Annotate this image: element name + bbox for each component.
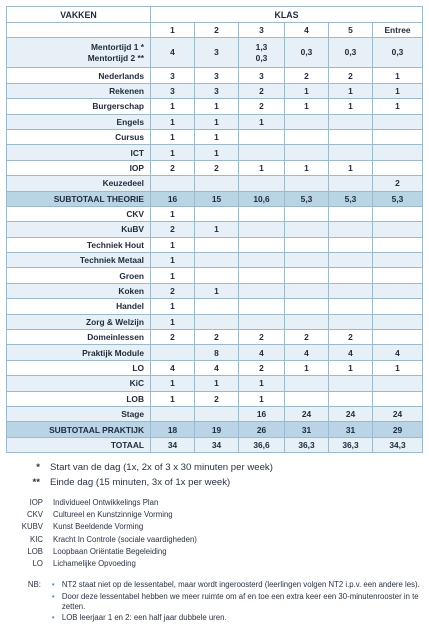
nb-item-text: LOB leerjaar 1 en 2: een half jaar dubbele uren. xyxy=(61,613,227,623)
value-cell: 2 xyxy=(285,68,329,83)
subject-cell: Handel xyxy=(7,299,151,314)
table-body xyxy=(7,7,423,453)
value-cell: 3 xyxy=(195,38,239,68)
value-cell xyxy=(285,129,329,144)
value-cell: 1 xyxy=(285,83,329,98)
value-cell: 1 xyxy=(195,376,239,391)
abbreviation-key: LO xyxy=(32,558,43,568)
value-cell: 1 xyxy=(329,99,373,114)
value-cell: 29 xyxy=(373,422,423,437)
abbreviation-value: Lichamelijke Opvoeding xyxy=(53,558,136,568)
column-header: 1 xyxy=(151,23,195,38)
value-cell xyxy=(285,283,329,298)
value-cell: 1 xyxy=(373,99,423,114)
value-cell xyxy=(373,330,423,345)
abbreviation-value: Individueel Ontwikkelings Plan xyxy=(53,498,159,507)
value-cell: 4 xyxy=(239,345,285,360)
abbreviation-item xyxy=(6,497,422,509)
value-cell xyxy=(239,145,285,160)
value-cell: 2 xyxy=(239,360,285,375)
value-cell xyxy=(373,314,423,329)
abbreviation-value: Kracht In Controle (sociale vaardigheden) xyxy=(53,534,197,544)
abbreviation-key: CKV xyxy=(26,510,43,520)
value-cell xyxy=(239,299,285,314)
mentor-value-3b: 0,3 xyxy=(255,52,268,63)
value-cell xyxy=(239,237,285,252)
mentor-label-1: Mentortijd 1 * xyxy=(90,41,144,52)
subject-cell: Nederlands xyxy=(7,68,151,83)
footnote-text: Start van de dag (1x, 2x of 3 x 30 minuten per week) xyxy=(50,462,273,473)
value-cell: 2 xyxy=(285,330,329,345)
value-cell: 4 xyxy=(195,360,239,375)
value-cell xyxy=(195,268,239,283)
value-cell xyxy=(329,176,373,191)
bullet-icon: • xyxy=(51,613,55,623)
value-cell: 1 xyxy=(195,114,239,129)
table-row xyxy=(7,253,423,268)
value-cell xyxy=(373,222,423,237)
nb-list xyxy=(43,580,422,625)
table-row xyxy=(7,314,423,329)
lessentabel xyxy=(6,6,423,453)
value-cell xyxy=(373,253,423,268)
subtotal-theory-row xyxy=(7,191,423,206)
value-cell xyxy=(151,176,195,191)
value-cell xyxy=(329,314,373,329)
value-cell: 36,3 xyxy=(285,437,329,452)
value-cell xyxy=(373,283,423,298)
value-cell xyxy=(239,222,285,237)
abbreviation-item xyxy=(6,521,422,533)
value-cell: 4 xyxy=(151,360,195,375)
value-cell: 2 xyxy=(329,68,373,83)
table-row xyxy=(7,68,423,83)
value-cell xyxy=(329,237,373,252)
value-cell: 36,3 xyxy=(329,437,373,452)
footnote xyxy=(6,477,422,492)
value-cell: 2 xyxy=(151,222,195,237)
value-cell xyxy=(195,176,239,191)
column-header: 3 xyxy=(239,23,285,38)
abbreviation-key: KIC xyxy=(30,534,43,544)
value-cell: 3 xyxy=(195,83,239,98)
abbreviation-value: Cultureel en Kunstzinnige Vorming xyxy=(53,510,173,520)
bullet-icon: • xyxy=(51,580,55,590)
value-cell: 34 xyxy=(151,437,195,452)
value-cell: 1 xyxy=(151,376,195,391)
value-cell xyxy=(195,314,239,329)
value-cell xyxy=(285,299,329,314)
value-cell: 0,3 xyxy=(373,38,423,68)
value-cell: 1 xyxy=(195,283,239,298)
footnote-text: Einde dag (15 minuten, 3x of 1x per week) xyxy=(50,477,231,488)
value-cell xyxy=(285,391,329,406)
subject-cell xyxy=(7,38,151,68)
table-row xyxy=(7,237,423,252)
table-header-row xyxy=(7,7,423,23)
value-cell: 1 xyxy=(329,160,373,175)
value-cell: 2 xyxy=(239,99,285,114)
nb-item-text: Door deze lessentabel hebben we meer ruimte om af en toe een extra keer een 30-minutenrooster in te zetten. xyxy=(61,591,419,611)
table-row xyxy=(7,114,423,129)
column-header-row xyxy=(7,23,423,38)
subject-cell: ICT xyxy=(7,145,151,160)
empty-cell xyxy=(7,23,151,38)
value-cell xyxy=(195,406,239,421)
value-cell: 2 xyxy=(151,160,195,175)
value-cell xyxy=(239,314,285,329)
value-cell: 2 xyxy=(151,330,195,345)
value-cell: 16 xyxy=(151,191,195,206)
table-row xyxy=(7,345,423,360)
value-cell: 26 xyxy=(239,422,285,437)
value-cell xyxy=(239,38,285,68)
value-cell xyxy=(239,176,285,191)
value-cell: 34 xyxy=(195,437,239,452)
value-cell: 24 xyxy=(329,406,373,421)
value-cell: 1 xyxy=(151,129,195,144)
nb-label: NB: xyxy=(27,580,41,590)
value-cell xyxy=(285,376,329,391)
subtotal-practice-row xyxy=(7,422,423,437)
value-cell: 1 xyxy=(151,237,195,252)
subject-cell: Domeinlessen xyxy=(7,330,151,345)
value-cell xyxy=(239,253,285,268)
value-cell: 18 xyxy=(151,422,195,437)
value-cell xyxy=(285,114,329,129)
value-cell xyxy=(373,268,423,283)
value-cell: 4 xyxy=(285,345,329,360)
value-cell: 15 xyxy=(195,191,239,206)
abbreviation-item xyxy=(6,546,422,558)
value-cell xyxy=(373,391,423,406)
value-cell: 1 xyxy=(239,376,285,391)
value-cell: 1 xyxy=(195,129,239,144)
value-cell: 1 xyxy=(195,145,239,160)
value-cell xyxy=(373,129,423,144)
value-cell xyxy=(329,129,373,144)
table-row xyxy=(7,99,423,114)
subject-cell: Groen xyxy=(7,268,151,283)
value-cell xyxy=(329,283,373,298)
table-row xyxy=(7,145,423,160)
table-row xyxy=(7,299,423,314)
value-cell xyxy=(329,145,373,160)
value-cell xyxy=(329,376,373,391)
value-cell: 3 xyxy=(151,68,195,83)
header-vakken: VAKKEN xyxy=(7,7,151,23)
value-cell: 8 xyxy=(195,345,239,360)
subject-cell: KiC xyxy=(7,376,151,391)
value-cell: 1 xyxy=(151,145,195,160)
table-row xyxy=(7,83,423,98)
value-cell xyxy=(151,345,195,360)
value-cell: 1 xyxy=(151,253,195,268)
subject-cell: Stage xyxy=(7,406,151,421)
value-cell: 31 xyxy=(329,422,373,437)
value-cell: 1 xyxy=(195,222,239,237)
value-cell: 31 xyxy=(285,422,329,437)
table-row xyxy=(7,206,423,221)
abbreviation-value: Kunst Beeldende Vorming xyxy=(53,522,144,532)
footnote-symbol: ** xyxy=(32,477,40,488)
subject-cell: LO xyxy=(7,360,151,375)
table-row xyxy=(7,268,423,283)
mentor-label-2: Mentortijd 2 ** xyxy=(87,52,144,63)
mentor-row xyxy=(7,38,423,68)
page xyxy=(6,6,422,623)
footnote-symbol: * xyxy=(36,462,40,473)
value-cell: 1 xyxy=(329,360,373,375)
value-cell xyxy=(195,253,239,268)
value-cell xyxy=(285,268,329,283)
subject-cell: SUBTOTAAL PRAKTIJK xyxy=(7,422,151,437)
abbreviation-item xyxy=(6,534,422,546)
value-cell xyxy=(373,376,423,391)
nb-item xyxy=(52,592,422,613)
value-cell: 19 xyxy=(195,422,239,437)
table-row xyxy=(7,376,423,391)
value-cell: 16 xyxy=(239,406,285,421)
value-cell: 4 xyxy=(329,345,373,360)
table-row xyxy=(7,391,423,406)
value-cell: 1 xyxy=(151,268,195,283)
column-header: 5 xyxy=(329,23,373,38)
value-cell: 1 xyxy=(285,99,329,114)
value-cell: 1 xyxy=(151,206,195,221)
mentor-value-3a: 1,3 xyxy=(255,41,268,52)
value-cell xyxy=(285,176,329,191)
abbreviation-list xyxy=(6,497,422,570)
value-cell: 2 xyxy=(239,83,285,98)
bullet-icon: • xyxy=(51,591,55,601)
value-cell: 4 xyxy=(151,38,195,68)
value-cell: 1 xyxy=(373,68,423,83)
value-cell: 5,3 xyxy=(373,191,423,206)
subject-cell: Cursus xyxy=(7,129,151,144)
value-cell xyxy=(195,206,239,221)
nb-item-text: NT2 staat niet op de lessentabel, maar wordt ingeroosterd (leerlingen volgen NT2 i.p.v. een andere les). xyxy=(61,580,420,590)
value-cell xyxy=(373,299,423,314)
nb-item xyxy=(52,613,422,623)
value-cell: 2 xyxy=(151,283,195,298)
subject-cell: Zorg & Welzijn xyxy=(7,314,151,329)
subject-cell: Burgerschap xyxy=(7,99,151,114)
value-cell: 5,3 xyxy=(285,191,329,206)
value-cell xyxy=(151,406,195,421)
subject-cell: Techniek Metaal xyxy=(7,253,151,268)
abbreviation-value: Loopbaan Oriëntatie Begeleiding xyxy=(53,546,167,556)
table-row xyxy=(7,222,423,237)
value-cell: 1 xyxy=(285,160,329,175)
footnote xyxy=(6,462,422,477)
subject-cell: TOTAAL xyxy=(7,437,151,452)
subject-cell: KuBV xyxy=(7,222,151,237)
abbreviation-key: KUBV xyxy=(21,522,43,532)
value-cell: 10,6 xyxy=(239,191,285,206)
value-cell xyxy=(285,222,329,237)
subject-cell: SUBTOTAAL THEORIE xyxy=(7,191,151,206)
value-cell: 2 xyxy=(373,176,423,191)
value-cell: 1 xyxy=(239,114,285,129)
value-cell: 36,6 xyxy=(239,437,285,452)
value-cell xyxy=(373,206,423,221)
value-cell: 1 xyxy=(373,360,423,375)
value-cell: 3 xyxy=(151,83,195,98)
value-cell: 1 xyxy=(151,391,195,406)
value-cell: 1 xyxy=(239,391,285,406)
nb-item xyxy=(52,580,422,590)
value-cell: 4 xyxy=(373,345,423,360)
value-cell xyxy=(373,160,423,175)
subject-cell: LOB xyxy=(7,391,151,406)
value-cell xyxy=(329,268,373,283)
value-cell xyxy=(329,391,373,406)
value-cell xyxy=(239,129,285,144)
value-cell: 0,3 xyxy=(329,38,373,68)
value-cell: 1 xyxy=(151,299,195,314)
value-cell xyxy=(195,237,239,252)
abbreviation-key: LOB xyxy=(27,546,43,556)
value-cell xyxy=(239,268,285,283)
value-cell xyxy=(329,114,373,129)
value-cell: 1 xyxy=(329,83,373,98)
value-cell: 1 xyxy=(195,99,239,114)
table-row xyxy=(7,129,423,144)
value-cell: 24 xyxy=(373,406,423,421)
value-cell xyxy=(329,222,373,237)
value-cell: 3 xyxy=(239,68,285,83)
value-cell: 1 xyxy=(151,99,195,114)
value-cell xyxy=(285,253,329,268)
column-header: 4 xyxy=(285,23,329,38)
value-cell xyxy=(373,237,423,252)
header-klas: KLAS xyxy=(151,7,423,23)
value-cell: 2 xyxy=(329,330,373,345)
value-cell xyxy=(239,206,285,221)
value-cell: 24 xyxy=(285,406,329,421)
value-cell: 1 xyxy=(373,83,423,98)
value-cell xyxy=(329,299,373,314)
notes-section xyxy=(6,462,422,625)
value-cell xyxy=(285,206,329,221)
value-cell xyxy=(329,253,373,268)
value-cell xyxy=(285,314,329,329)
table-row xyxy=(7,360,423,375)
table-row xyxy=(7,330,423,345)
value-cell: 1 xyxy=(151,314,195,329)
value-cell: 5,3 xyxy=(329,191,373,206)
value-cell: 0,3 xyxy=(285,38,329,68)
abbreviation-item xyxy=(6,558,422,570)
subject-cell: Engels xyxy=(7,114,151,129)
value-cell xyxy=(329,206,373,221)
value-cell: 2 xyxy=(239,330,285,345)
table-row xyxy=(7,176,423,191)
table-row xyxy=(7,160,423,175)
value-cell: 2 xyxy=(195,391,239,406)
subject-cell: Koken xyxy=(7,283,151,298)
value-cell xyxy=(373,114,423,129)
value-cell xyxy=(373,145,423,160)
subject-cell: IOP xyxy=(7,160,151,175)
value-cell: 3 xyxy=(195,68,239,83)
nb-section xyxy=(6,580,422,625)
value-cell: 2 xyxy=(195,160,239,175)
column-header: Entree xyxy=(373,23,423,38)
value-cell: 1 xyxy=(239,160,285,175)
value-cell xyxy=(239,283,285,298)
value-cell: 34,3 xyxy=(373,437,423,452)
subject-cell: Keuzedeel xyxy=(7,176,151,191)
total-row xyxy=(7,437,423,452)
abbreviation-key: IOP xyxy=(29,498,43,507)
value-cell xyxy=(195,299,239,314)
subject-cell: Praktijk Module xyxy=(7,345,151,360)
table-row xyxy=(7,283,423,298)
subject-cell: Techniek Hout xyxy=(7,237,151,252)
subject-cell: Rekenen xyxy=(7,83,151,98)
value-cell: 1 xyxy=(285,360,329,375)
value-cell: 1 xyxy=(151,114,195,129)
value-cell xyxy=(285,237,329,252)
table-row xyxy=(7,406,423,421)
value-cell: 2 xyxy=(195,330,239,345)
column-header: 2 xyxy=(195,23,239,38)
value-cell xyxy=(285,145,329,160)
abbreviation-item xyxy=(6,509,422,521)
subject-cell: CKV xyxy=(7,206,151,221)
